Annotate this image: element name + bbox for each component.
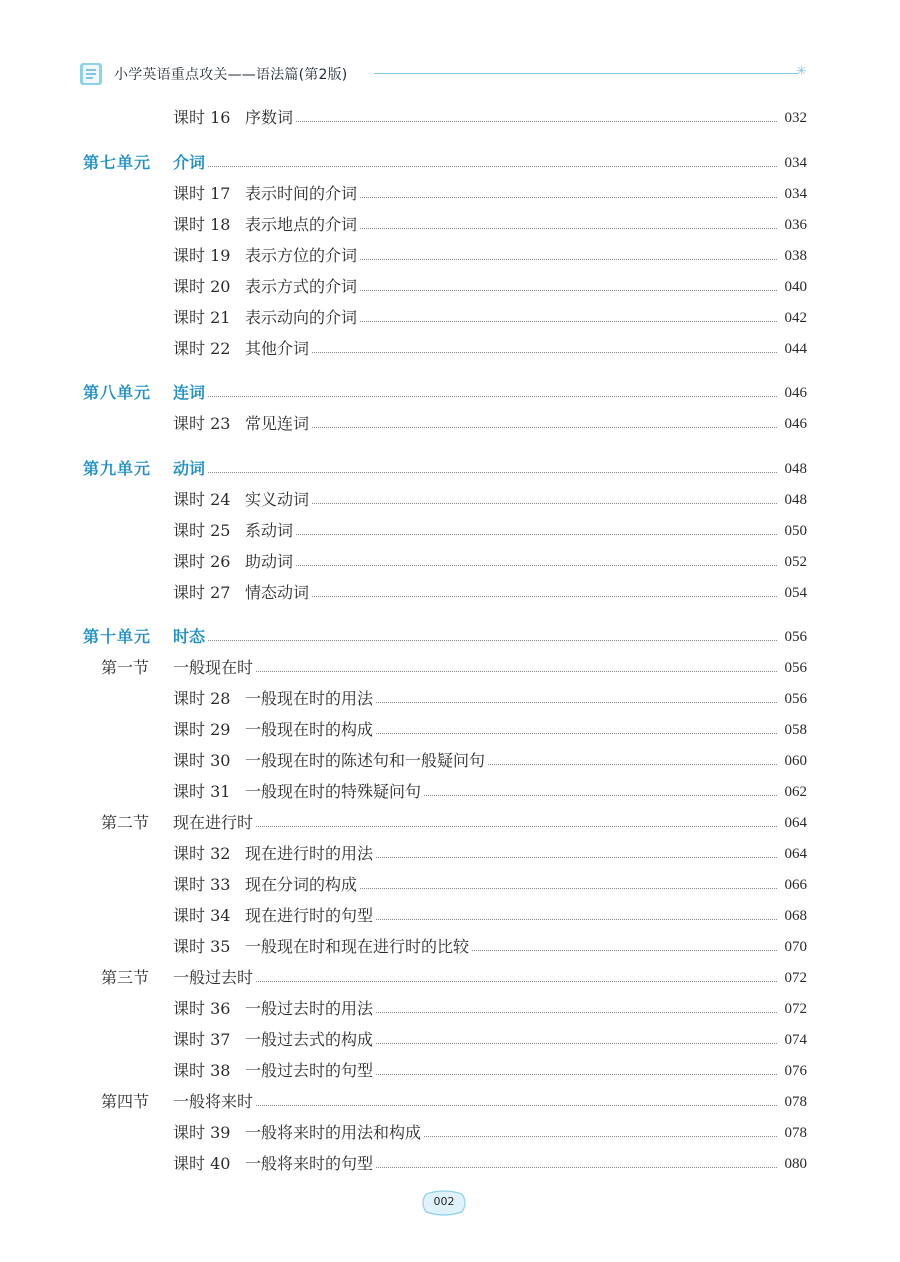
toc-section-row[interactable] xyxy=(0,656,900,680)
leader-dots xyxy=(360,228,777,229)
toc-lesson-row[interactable] xyxy=(0,488,900,512)
toc-lesson-number: 课时 36 xyxy=(173,999,231,1018)
toc-lesson-number: 课时 22 xyxy=(173,339,231,358)
toc-page-number: 056 xyxy=(784,660,807,676)
toc-lesson-row[interactable] xyxy=(0,749,900,773)
leader-dots xyxy=(208,472,777,473)
toc-unit-title: 介词 xyxy=(173,151,206,175)
toc-page-number: 056 xyxy=(784,691,807,707)
toc-page-number: 032 xyxy=(784,110,807,126)
book-title: 小学英语重点攻关——语法篇(第2版) xyxy=(114,67,348,83)
toc-section-number: 第三节 xyxy=(101,968,150,987)
toc-lesson-number: 课时 25 xyxy=(173,521,231,540)
leader-dots xyxy=(208,166,777,167)
toc-lesson-number: 课时 29 xyxy=(173,720,231,739)
toc-lesson-title: 一般将来时的用法和构成 xyxy=(245,1121,422,1145)
toc-lesson-row[interactable] xyxy=(0,1152,900,1176)
toc-page-number: 080 xyxy=(784,1156,807,1172)
toc-page-number: 064 xyxy=(784,815,807,831)
toc-lesson-row[interactable] xyxy=(0,213,900,237)
toc-page-number: 068 xyxy=(784,908,807,924)
toc-unit-number: 第八单元 xyxy=(83,383,152,402)
toc-page-number: 076 xyxy=(784,1063,807,1079)
toc-page-number: 034 xyxy=(784,186,807,202)
toc-lesson-number: 课时 18 xyxy=(173,215,231,234)
toc-lesson-row[interactable] xyxy=(0,244,900,268)
toc-page-number: 074 xyxy=(784,1032,807,1048)
leader-dots xyxy=(360,290,777,291)
toc-page-number: 048 xyxy=(784,492,807,508)
leader-dots xyxy=(376,1167,777,1168)
toc-page-number: 078 xyxy=(784,1125,807,1141)
leader-dots xyxy=(360,197,777,198)
toc-lesson-title: 一般将来时的句型 xyxy=(245,1152,374,1176)
toc-lesson-title: 一般过去时的句型 xyxy=(245,1059,374,1083)
leader-dots xyxy=(208,396,777,397)
toc-unit-title: 时态 xyxy=(173,625,206,649)
toc-page-number: 048 xyxy=(784,461,807,477)
toc-lesson-row[interactable] xyxy=(0,1059,900,1083)
toc-lesson-title: 一般现在时的特殊疑问句 xyxy=(245,780,422,804)
toc-lesson-title: 一般过去式的构成 xyxy=(245,1028,374,1052)
toc-lesson-row[interactable] xyxy=(0,1121,900,1145)
toc-page-number: 046 xyxy=(784,385,807,401)
leader-dots xyxy=(376,857,777,858)
toc-lesson-number: 课时 21 xyxy=(173,308,231,327)
toc-page-number: 064 xyxy=(784,846,807,862)
toc-lesson-title: 实义动词 xyxy=(245,488,310,512)
toc-section-row[interactable] xyxy=(0,966,900,990)
toc-lesson-number: 课时 40 xyxy=(173,1154,231,1173)
toc-lesson-row[interactable] xyxy=(0,550,900,574)
toc-section-number: 第一节 xyxy=(101,658,150,677)
leader-dots xyxy=(256,981,777,982)
toc-page-number: 034 xyxy=(784,155,807,171)
toc-lesson-number: 课时 31 xyxy=(173,782,231,801)
toc-page-number: 072 xyxy=(784,1001,807,1017)
leader-dots xyxy=(424,795,777,796)
toc-lesson-row[interactable] xyxy=(0,106,900,130)
toc-unit-number: 第七单元 xyxy=(83,153,152,172)
toc-lesson-title: 现在进行时的句型 xyxy=(245,904,374,928)
toc-lesson-row[interactable] xyxy=(0,1028,900,1052)
leader-dots xyxy=(376,733,777,734)
toc-lesson-number: 课时 38 xyxy=(173,1061,231,1080)
leader-dots xyxy=(296,534,777,535)
toc-lesson-title: 表示方式的介词 xyxy=(245,275,358,299)
toc-lesson-title: 表示动向的介词 xyxy=(245,306,358,330)
leader-dots xyxy=(376,702,777,703)
toc-lesson-number: 课时 19 xyxy=(173,246,231,265)
leader-dots xyxy=(296,565,777,566)
toc-lesson-row[interactable] xyxy=(0,997,900,1021)
toc-page-number: 056 xyxy=(784,629,807,645)
toc-page-number: 072 xyxy=(784,970,807,986)
toc-page-number: 040 xyxy=(784,279,807,295)
toc-lesson-row[interactable] xyxy=(0,935,900,959)
toc-lesson-number: 课时 32 xyxy=(173,844,231,863)
toc-unit-title: 动词 xyxy=(173,457,206,481)
toc-lesson-row[interactable] xyxy=(0,182,900,206)
toc-unit-row[interactable] xyxy=(0,625,900,649)
toc-lesson-row[interactable] xyxy=(0,718,900,742)
leader-dots xyxy=(424,1136,777,1137)
running-header xyxy=(78,60,808,90)
toc-lesson-title: 常见连词 xyxy=(245,412,310,436)
toc-lesson-number: 课时 17 xyxy=(173,184,231,203)
toc-lesson-row[interactable] xyxy=(0,412,900,436)
toc-page-number: 036 xyxy=(784,217,807,233)
toc-lesson-title: 现在分词的构成 xyxy=(245,873,358,897)
toc-lesson-title: 表示地点的介词 xyxy=(245,213,358,237)
leader-dots xyxy=(376,1043,777,1044)
toc-page-number: 070 xyxy=(784,939,807,955)
toc-section-row[interactable] xyxy=(0,811,900,835)
header-rule xyxy=(374,73,798,74)
toc-lesson-number: 课时 16 xyxy=(173,108,231,127)
toc-lesson-number: 课时 34 xyxy=(173,906,231,925)
toc-page-number: 042 xyxy=(784,310,807,326)
toc-lesson-row[interactable] xyxy=(0,337,900,361)
toc-section-title: 一般过去时 xyxy=(173,966,254,990)
toc-lesson-row[interactable] xyxy=(0,780,900,804)
toc-page-number: 038 xyxy=(784,248,807,264)
toc-page-number: 078 xyxy=(784,1094,807,1110)
leader-dots xyxy=(256,671,777,672)
toc-unit-row[interactable] xyxy=(0,151,900,175)
leader-dots xyxy=(256,826,777,827)
toc-lesson-title: 一般现在时的构成 xyxy=(245,718,374,742)
toc-page-number: 052 xyxy=(784,554,807,570)
toc-unit-number: 第九单元 xyxy=(83,459,152,478)
toc-lesson-row[interactable] xyxy=(0,904,900,928)
toc-lesson-row[interactable] xyxy=(0,581,900,605)
toc-lesson-row[interactable] xyxy=(0,519,900,543)
toc-lesson-number: 课时 26 xyxy=(173,552,231,571)
toc-lesson-row[interactable] xyxy=(0,306,900,330)
toc-lesson-number: 课时 35 xyxy=(173,937,231,956)
toc-lesson-title: 一般现在时的用法 xyxy=(245,687,374,711)
leader-dots xyxy=(312,503,777,504)
toc-page-number: 058 xyxy=(784,722,807,738)
toc-lesson-title: 一般过去时的用法 xyxy=(245,997,374,1021)
toc-lesson-title: 系动词 xyxy=(245,519,294,543)
toc-section-title: 一般将来时 xyxy=(173,1090,254,1114)
toc-lesson-number: 课时 37 xyxy=(173,1030,231,1049)
toc-lesson-title: 其他介词 xyxy=(245,337,310,361)
toc-section-row[interactable] xyxy=(0,1090,900,1114)
leader-dots xyxy=(312,596,777,597)
toc-lesson-number: 课时 30 xyxy=(173,751,231,770)
toc-unit-number: 第十单元 xyxy=(83,627,152,646)
toc-lesson-number: 课时 24 xyxy=(173,490,231,509)
toc-unit-title: 连词 xyxy=(173,381,206,405)
leader-dots xyxy=(376,1074,777,1075)
leader-dots xyxy=(312,427,777,428)
toc-section-number: 第二节 xyxy=(101,813,150,832)
toc-lesson-row[interactable] xyxy=(0,275,900,299)
toc-lesson-number: 课时 27 xyxy=(173,583,231,602)
toc-section-title: 一般现在时 xyxy=(173,656,254,680)
toc-lesson-title: 一般现在时的陈述句和一般疑问句 xyxy=(245,749,486,773)
toc-lesson-title: 情态动词 xyxy=(245,581,310,605)
leader-dots xyxy=(488,764,777,765)
toc-lesson-title: 现在进行时的用法 xyxy=(245,842,374,866)
toc-lesson-title: 一般现在时和现在进行时的比较 xyxy=(245,935,470,959)
leader-dots xyxy=(360,888,777,889)
toc-unit-row[interactable] xyxy=(0,457,900,481)
toc-lesson-number: 课时 23 xyxy=(173,414,231,433)
leader-dots xyxy=(472,950,777,951)
toc-lesson-title: 表示时间的介词 xyxy=(245,182,358,206)
leader-dots xyxy=(360,321,777,322)
leader-dots xyxy=(256,1105,777,1106)
sparkle-icon: ✳ xyxy=(796,64,807,79)
toc-lesson-title: 表示方位的介词 xyxy=(245,244,358,268)
toc-lesson-number: 课时 33 xyxy=(173,875,231,894)
toc-page-number: 046 xyxy=(784,416,807,432)
toc-lesson-row[interactable] xyxy=(0,687,900,711)
page-number: 002 xyxy=(433,1195,455,1208)
toc-lesson-number: 课时 28 xyxy=(173,689,231,708)
leader-dots xyxy=(312,352,777,353)
leader-dots xyxy=(208,640,777,641)
leader-dots xyxy=(376,919,777,920)
toc-lesson-title: 助动词 xyxy=(245,550,294,574)
toc-section-title: 现在进行时 xyxy=(173,811,254,835)
toc-unit-row[interactable] xyxy=(0,381,900,405)
toc-section-number: 第四节 xyxy=(101,1092,150,1111)
toc-lesson-title: 序数词 xyxy=(245,106,294,130)
toc-lesson-row[interactable] xyxy=(0,842,900,866)
toc-lesson-number: 课时 20 xyxy=(173,277,231,296)
leader-dots xyxy=(360,259,777,260)
toc-page-number: 050 xyxy=(784,523,807,539)
toc-lesson-number: 课时 39 xyxy=(173,1123,231,1142)
toc-page-number: 066 xyxy=(784,877,807,893)
leader-dots xyxy=(296,121,777,122)
toc-page-number: 062 xyxy=(784,784,807,800)
toc-lesson-row[interactable] xyxy=(0,873,900,897)
toc-page-number: 044 xyxy=(784,341,807,357)
toc-page-number: 054 xyxy=(784,585,807,601)
leader-dots xyxy=(376,1012,777,1013)
book-icon xyxy=(78,61,104,87)
toc-page-number: 060 xyxy=(784,753,807,769)
